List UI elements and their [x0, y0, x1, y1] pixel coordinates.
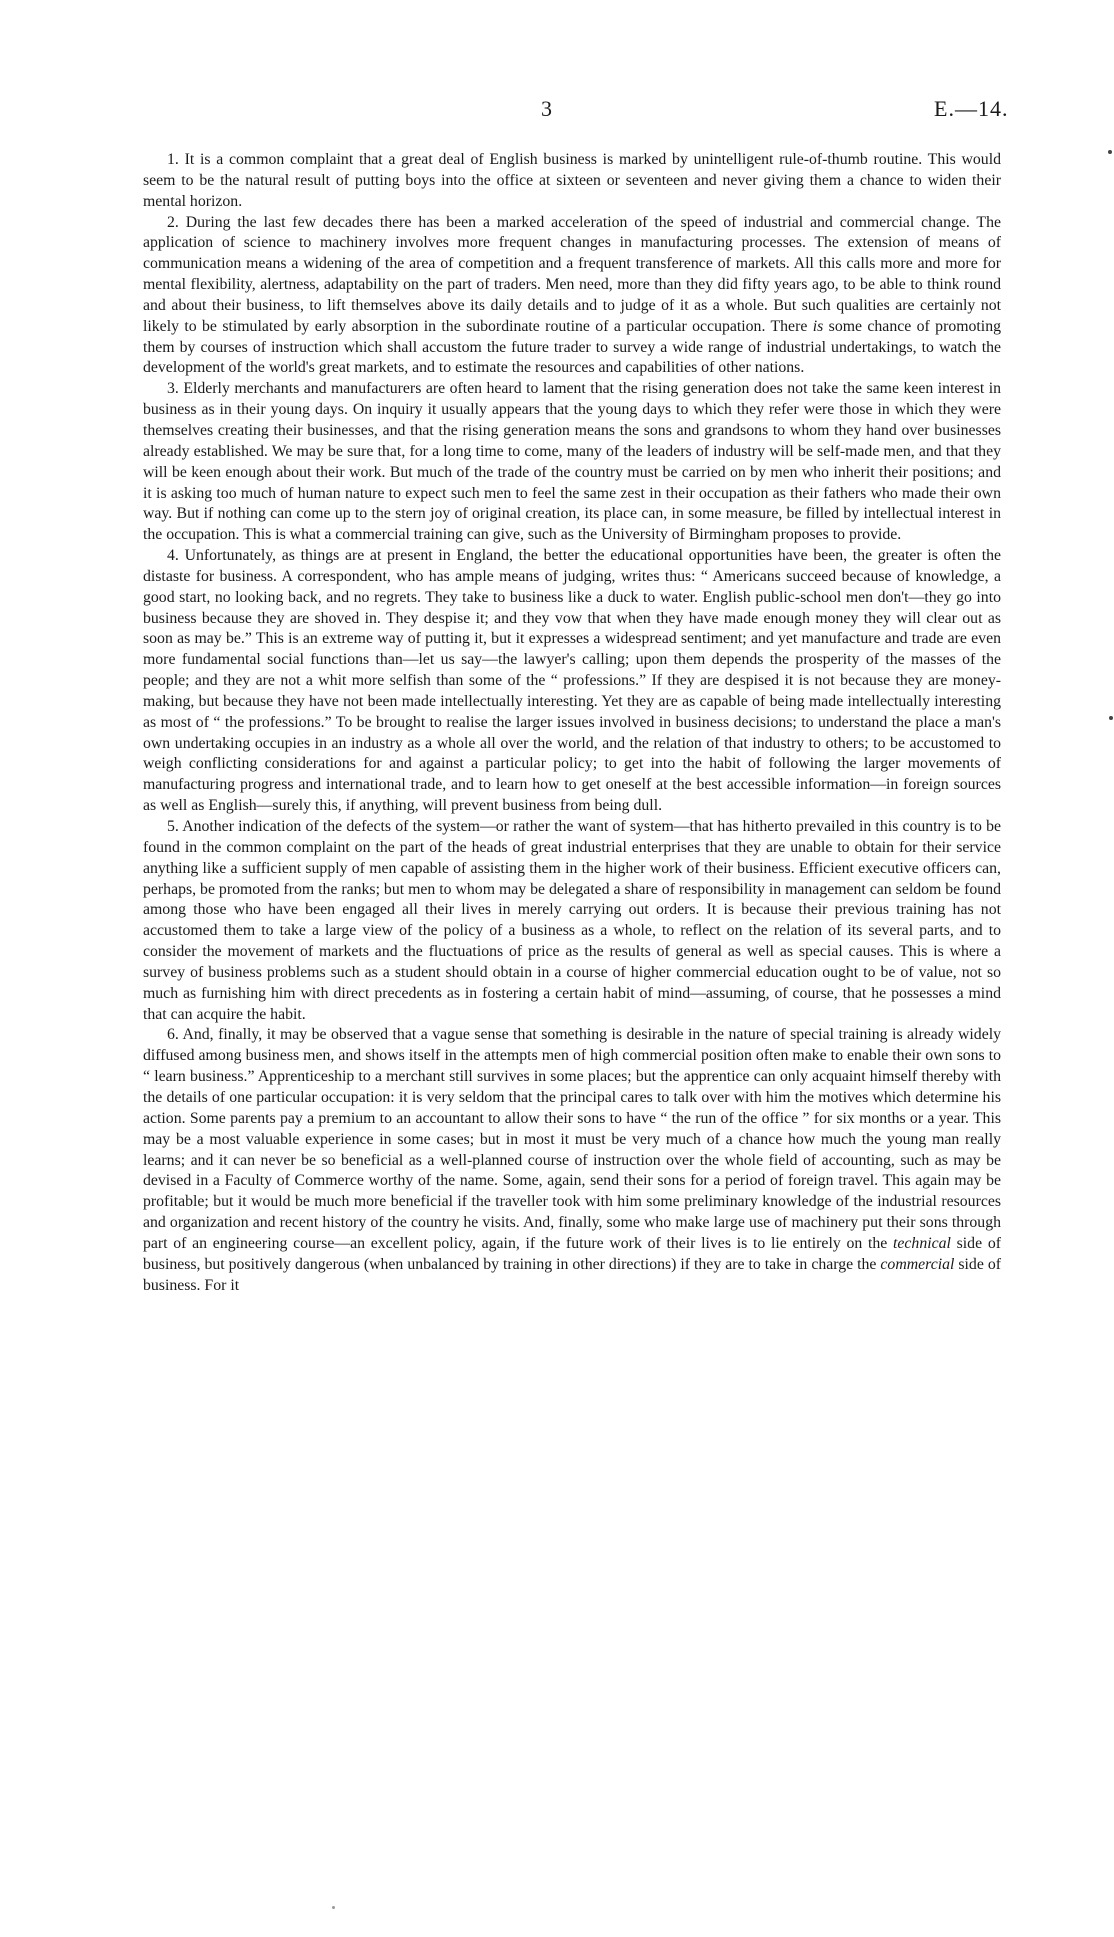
paragraph-text: And, finally, it may be observed that a vague sense that something is desirable in the nature of special training is already widely diffused among business men, and shows itself in the attempts men of high commercial position often make to enable their own sons to “ learn business.” Apprenticeship to a merchant still survives in some places; but the apprentice can only acquaint himself thereby with the details of one particular occupation: it is very seldom that the principal cares to talk over with him the motives which determine his action. Some parents pay a premium to an accountant to allow their sons to have “ the run of the office ” for six months or a year. This may be a most valuable experience in some cases; but in most it must be very much of a chance how much the young man really learns; and it can never be so beneficial as a well-planned course of instruction over the whole field of accounting, such as may be devised in a Faculty of Commerce worthy of the name. Some, again, send their sons for a period of foreign travel. This again may be profitable; but it would be much more beneficial if the traveller took with him some preliminary knowledge of the industrial resources and organization and recent history of the country he visits. And, finally, some who make large use of machinery put their sons through part of an engineering course—an excellent policy, again, if the future work of their lives is to lie entirely on the: [143, 1026, 1002, 1252]
paragraph-2: [143, 213, 1001, 380]
paragraph-6: [143, 1025, 1001, 1296]
paragraph-text: It is a common complaint that a great deal of English business is marked by unintelligent rule-of-thumb routine. This would seem to be the natural result of putting boys into the office at sixteen or seventeen and never giving them a chance to widen their mental horizon.: [143, 151, 1001, 210]
paragraph-text-continued: There: [765, 317, 813, 335]
paragraph-5: [143, 817, 1001, 1025]
paragraph-number: 6.: [167, 1026, 179, 1044]
paragraph-text: During the last few decades there has been a marked acceleration of the speed of industrial and commercial change. The application of science to machinery involves more frequent changes in manufacturing processes. The extension of means of communication means a widening of the area of competition and a frequent transference of markets. All this calls more and more for mental flexibility, alertness, adaptability on the part of traders. Men need, more than they did fifty years ago, to be able to think round and about their business, to lift themselves above its daily details and to judge of it as a whole. But such qualities are certainly not likely to be stimulated by early absorption in the subordinate routine of a particular occupation.: [143, 213, 1001, 335]
paragraph-text: Unfortunately, as things are at present in England, the better the educational opportunities have been, the greater is often the distaste for business. A correspondent, who has ample means of judging, writes thus: “ Americans succeed because of knowledge, a good start, no looking back, and no regrets. They take to business like a duck to water. English public-school men don't—they go into business because they are shoved in. They despise it; and they vow that when they have made enough money they will clear out as soon as may be.” This is an extreme way of putting it, but it expresses a widespread sentiment; and yet manufacture and trade are even more fundamental social functions than—let us say—the lawyer's calling; upon them depends the prosperity of the masses of the people; and they are not a whit more selfish than some of the “ professions.” If they are despised it is not because they are money-making, but because they have not been made intellectually interesting. Yet they are as capable of being made intellectually interesting as most of “ the professions.” To be brought to realise the larger issues involved in business decisions; to understand the place a man's own undertaking occupies in an industry as a whole all over the world, and the relation of that industry to others; to be accustomed to weigh conflicting considerations for and against a particular policy; to get into the habit of following the larger movements of manufacturing progress and international trade, and to learn how to get oneself at the best accessible information—in foreign sources as well as English—surely this, if anything, will prevent business from being dull.: [143, 547, 1002, 815]
margin-dot: [1109, 716, 1113, 720]
emphasis-text: is: [812, 317, 824, 335]
paragraph-4: [143, 546, 1001, 817]
paragraph-text: Elderly merchants and manufacturers are often heard to lament that the rising generation does not take the same keen interest in business as in their young days. On inquiry it usually appears that the young days to which they refer were those in which they were themselves creating their businesses, and that the rising generation means the sons and grandsons to whom they hand over businesses already established. We may be sure that, for a long time to come, many of the leaders of industry will be self-made men, and that they will be keen enough about their work. But much of the trade of the country must be carried on by men who inherit their positions; and it is asking too much of human nature to expect such men to feel the same zest in their occupation as their fathers who made their own way. But if nothing can come up to the stern joy of original creation, its place can, in some measure, be filled by intellectual interest in the occupation. This is what a commercial training can give, such as the University of Birmingham proposes to provide.: [143, 380, 1002, 544]
paragraph-number: 3.: [167, 380, 179, 398]
document-body: [143, 150, 1001, 1296]
emphasis-text: technical: [893, 1234, 951, 1252]
paragraph-number: 4.: [167, 547, 179, 565]
paragraph-text-continued: side of business. For it: [143, 1255, 1001, 1294]
paragraph-number: 2.: [167, 213, 179, 231]
paragraph-number: 1.: [167, 151, 179, 168]
emphasis-text: commercial: [880, 1255, 955, 1273]
paragraph-3: [143, 379, 1001, 546]
page-header: [0, 96, 1114, 136]
paragraph-text-continued: some chance of promoting them by courses of instruction which shall accustom the future trader to survey a wide range of industrial undertakings, to watch the development of the world's great markets, and to estimate the resources and capabilities of other nations.: [143, 317, 1001, 377]
page-number: 3: [541, 96, 553, 121]
paragraph-number: 5.: [167, 818, 179, 835]
paragraph-text-continued: side of business, but positively dangerous (when unbalanced by training in other directions) if they are to take in charge the: [143, 1234, 1001, 1273]
margin-dot: [332, 1906, 335, 1909]
margin-dot: [1108, 150, 1112, 154]
paragraph-text: Another indication of the defects of the system—or rather the want of system—that has hitherto prevailed in this country is to be found in the common complaint on the part of the heads of great industrial enterprises that they are unable to obtain for their service anything like a sufficient supply of men capable of assisting them in the higher work of their business. Efficient executive officers can, perhaps, be promoted from the ranks; but men to whom may be delegated a share of responsibility in management can seldom be found among those who have been engaged all their lives in merely carrying out orders. It is because their previous training has not accustomed them to take a large view of the policy of a business as a whole, to reflect on the relation of its several parts, and to consider the movement of markets and the fluctuations of price as the results of general as well as special causes. This is where a survey of business problems such as a student should obtain in a course of higher commercial education ought to be of value, not so much as furnishing him with direct precedents as in fostering a certain habit of mind—assuming, of course, that he possesses a mind that can acquire the habit.: [143, 818, 1001, 1023]
document-reference: E.—14.: [934, 96, 1009, 121]
paragraph-1: [143, 150, 1001, 213]
